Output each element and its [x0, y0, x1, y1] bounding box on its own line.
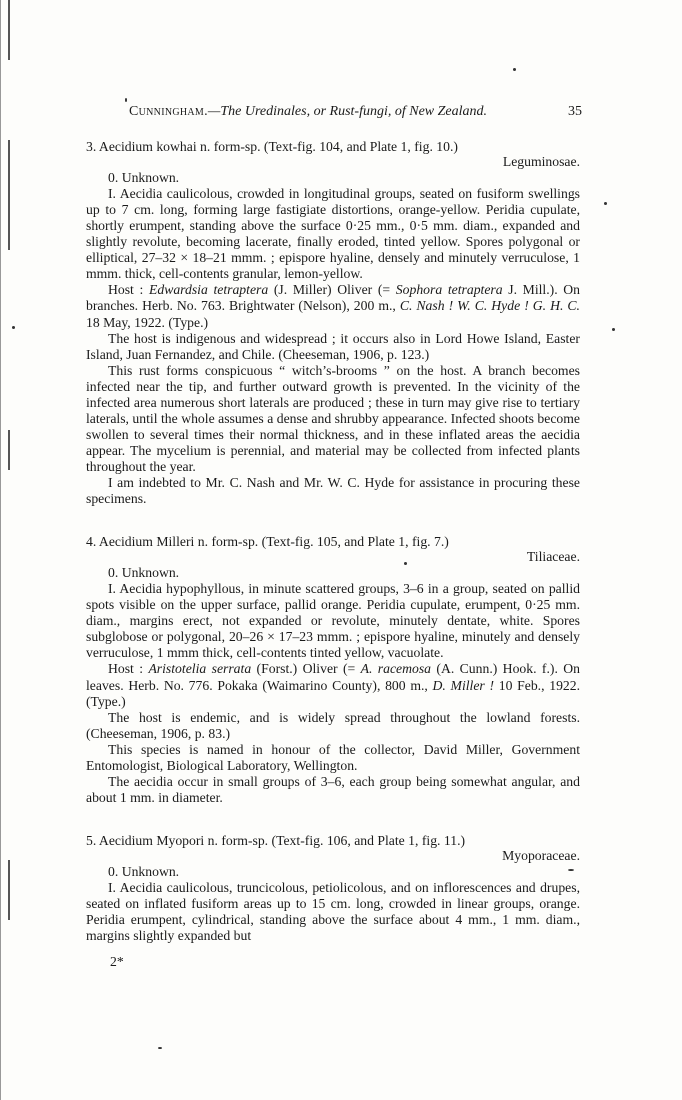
header-title: —The Uredinales, or Rust-fungi, of New Zealand.	[207, 104, 488, 119]
species-entry-myopori	[86, 833, 580, 944]
scan-edge-line	[0, 0, 1, 1100]
species-entry-milleri	[86, 534, 580, 806]
scan-speck	[12, 326, 15, 329]
signature-mark: 2*	[110, 954, 124, 970]
scan-speck	[125, 98, 127, 102]
scan-edge-line	[8, 0, 10, 60]
stage-0-paragraph: 0. Unknown.	[108, 863, 180, 879]
host-family: Tiliaceae.	[526, 549, 580, 565]
description-paragraph: I. Aecidia caulicolous, truncicolous, petiolicolous, and on inflorescences and drupes, seated on inflated fusiform areas up to 15 cm. long, crowded in linear groups, orange. Peridia erumpent, cylindrical, standing above the surface about 4 mm., 1 mm. diam., margins slightly expanded but	[86, 880, 580, 944]
distribution-paragraph: The host is endemic, and is widely spread throughout the lowland forests. (Cheeseman, 1906, p. 83.)	[86, 709, 580, 741]
acknowledgement-paragraph: I am indebted to Mr. C. Nash and Mr. W. C. Hyde for assistance in procuring these specimens.	[86, 474, 580, 507]
page-number: 35	[568, 104, 582, 119]
scan-speck	[513, 68, 516, 71]
host-family: Leguminosae.	[502, 154, 580, 170]
scan-speck	[158, 1047, 162, 1049]
scan-speck	[604, 202, 607, 205]
scan-edge-line	[8, 430, 10, 470]
notes-paragraph: The aecidia occur in small groups of 3–6, each group being somewhat angular, and about 1 mm. in diameter.	[86, 773, 580, 805]
entry-title: 4. Aecidium Milleri n. form-sp. (Text-fig. 105, and Plate 1, fig. 7.)	[86, 534, 449, 550]
scan-edge-line	[8, 860, 10, 920]
entry-title: 5. Aecidium Myopori n. form-sp. (Text-fig. 106, and Plate 1, fig. 11.)	[86, 832, 466, 848]
scan-edge-line	[8, 140, 10, 250]
header-author: Cunningham.	[129, 104, 208, 119]
stage-0-paragraph: 0. Unknown.	[108, 565, 180, 581]
host-paragraph: Host : Aristotelia serrata (Forst.) Oliver (= A. racemosa (A. Cunn.) Hook. f.). On leaves. Herb. No. 776. Pokaka (Waimarino County), 800 m., D. Miller ! 10 Feb., 1922. (Type.)	[86, 661, 581, 709]
species-entry-kowhai	[86, 139, 580, 507]
stage-0-paragraph: 0. Unknown.	[108, 170, 180, 186]
scan-speck	[612, 328, 615, 331]
dedication-paragraph: This species is named in honour of the collector, David Miller, Government Entomologist, Biological Laboratory, Wellington.	[86, 741, 580, 773]
description-paragraph: I. Aecidia caulicolous, crowded in longitudinal groups, seated on fusiform swellings up to 7 cm. long, forming large fastigiate distortions, orange-yellow. Peridia cupulate, shortly erumpent, standing above the surface 0·25 mm., 0·5 mm. diam., expanded and slightly revolute, becoming lacerate, finally eroded, tinted yellow. Spores polygonal or elliptical, 27–32 × 18–21 mmm. ; epispore hyaline, densely and minutely verruculose, 1 mmm. thick, cell-contents granular, lemon-yellow.	[86, 186, 580, 282]
description-paragraph: I. Aecidia hypophyllous, in minute scattered groups, 3–6 in a group, seated on pallid spots visible on the upper surface, pallid orange. Peridia cupulate, erumpent, 0·25 mm. diam., margins erect, not expanded or revolute, minutely dentate, white. Spores subglobose or polygonal, 20–26 × 17–23 mmm. ; epispore hyaline, minutely and densely verruculose, 1 mmm thick, cell-contents tinted yellow, vacuolate.	[86, 581, 580, 661]
running-header	[86, 104, 580, 122]
distribution-paragraph: The host is indigenous and widespread ; it occurs also in Lord Howe Island, Easter Island, Juan Fernandez, and Chile. (Cheeseman, 1906, p. 123.)	[86, 330, 580, 362]
page-body	[86, 104, 580, 970]
host-paragraph: Host : Edwardsia tetraptera (J. Miller) Oliver (= Sophora tetraptera J. Mill.). On branches. Herb. No. 763. Brightwater (Nelson), 200 m., C. Nash ! W. C. Hyde ! G. H. C. 18 May, 1922. (Type.)	[86, 282, 581, 330]
host-family: Myoporaceae.	[502, 847, 580, 863]
notes-paragraph: This rust forms conspicuous “ witch’s-brooms ” on the host. A branch becomes infected near the tip, and further outward growth is prevented. In the vicinity of the infected area numerous short laterals are produced ; these in turn may give rise to tertiary laterals, until the whole assumes a dense and shrubby appearance. Infected shoots become swollen to several times their normal thickness, and in these inflated areas the aecidia appear. The mycelium is perennial, and material may be collected from infected plants throughout the year.	[86, 362, 580, 474]
entry-title: 3. Aecidium kowhai n. form-sp. (Text-fig. 104, and Plate 1, fig. 10.)	[86, 139, 458, 154]
